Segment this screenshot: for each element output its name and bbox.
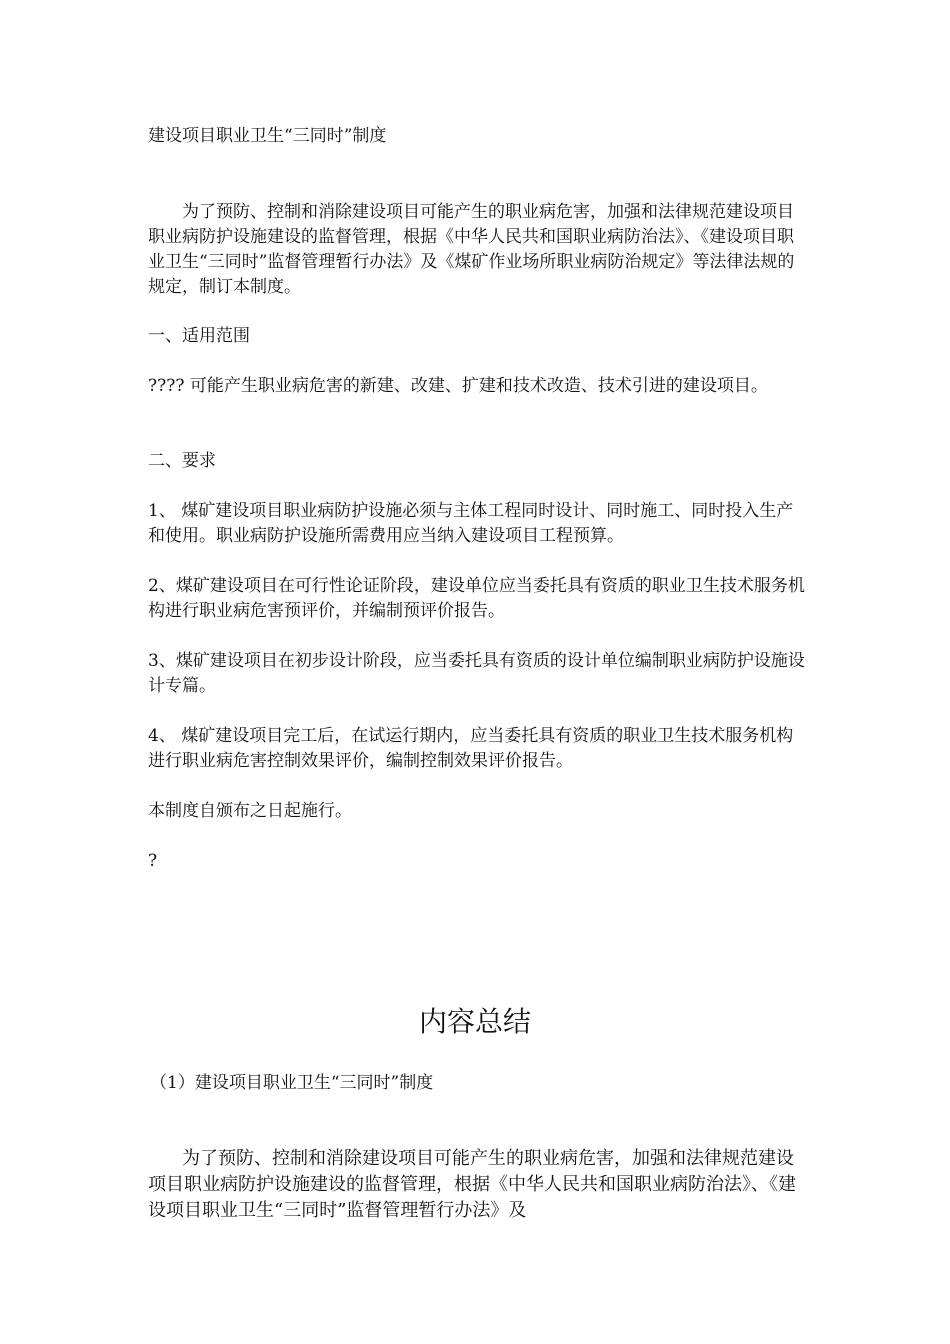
summary-item-text: 为了预防、控制和消除建设项目可能产生的职业病危害，加强和法律规范建设项目职业病防护设施建设的监督管理，根据《中华人民共和国职业病防治法》、《建设项目职业卫生“三同时”监督管理暂行办法》及 [148,1148,796,1221]
closing-statement: 本制度自颁布之日起施行。 [148,801,352,821]
summary-heading: 内容总结 [418,1005,531,1038]
scope-paragraph: ???? 可能产生职业病危害的新建、改建、扩建和技术改造、技术引进的建设项目。 [148,376,768,396]
intro-paragraph: 为了预防、控制和消除建设项目可能产生的职业病危害，加强和法律规范建设项目职业病防护设施建设的监督管理，根据《中华人民共和国职业病防治法》、《建设项目职业卫生“三同时”监督管理暂行办法》及《煤矿作业场所职业病防治规定》等法律法规的规定，制订本制度。 [148,202,795,297]
section-heading-scope: 一、适用范围 [148,326,250,346]
summary-item-title: （1）建设项目职业卫生“三同时”制度 [150,1073,434,1093]
stray-mark: ? [148,851,158,871]
requirement-item-4: 4、 煤矿建设项目完工后，在试运行期内，应当委托具有资质的职业卫生技术服务机构进行职业病危害控制效果评价，编制控制效果评价报告。 [148,726,794,771]
section-heading-requirements: 二、要求 [148,451,216,471]
requirement-item-1: 1、 煤矿建设项目职业病防护设施必须与主体工程同时设计、同时施工、同时投入生产和使用。职业病防护设施所需费用应当纳入建设项目工程预算。 [148,501,794,546]
requirement-item-2: 2、煤矿建设项目在可行性论证阶段，建设单位应当委托具有资质的职业卫生技术服务机构进行职业病危害预评价，并编制预评价报告。 [148,576,805,621]
document-title: 建设项目职业卫生“三同时”制度 [148,126,387,146]
requirement-item-3: 3、煤矿建设项目在初步设计阶段，应当委托具有资质的设计单位编制职业病防护设施设计专篇。 [148,651,805,696]
